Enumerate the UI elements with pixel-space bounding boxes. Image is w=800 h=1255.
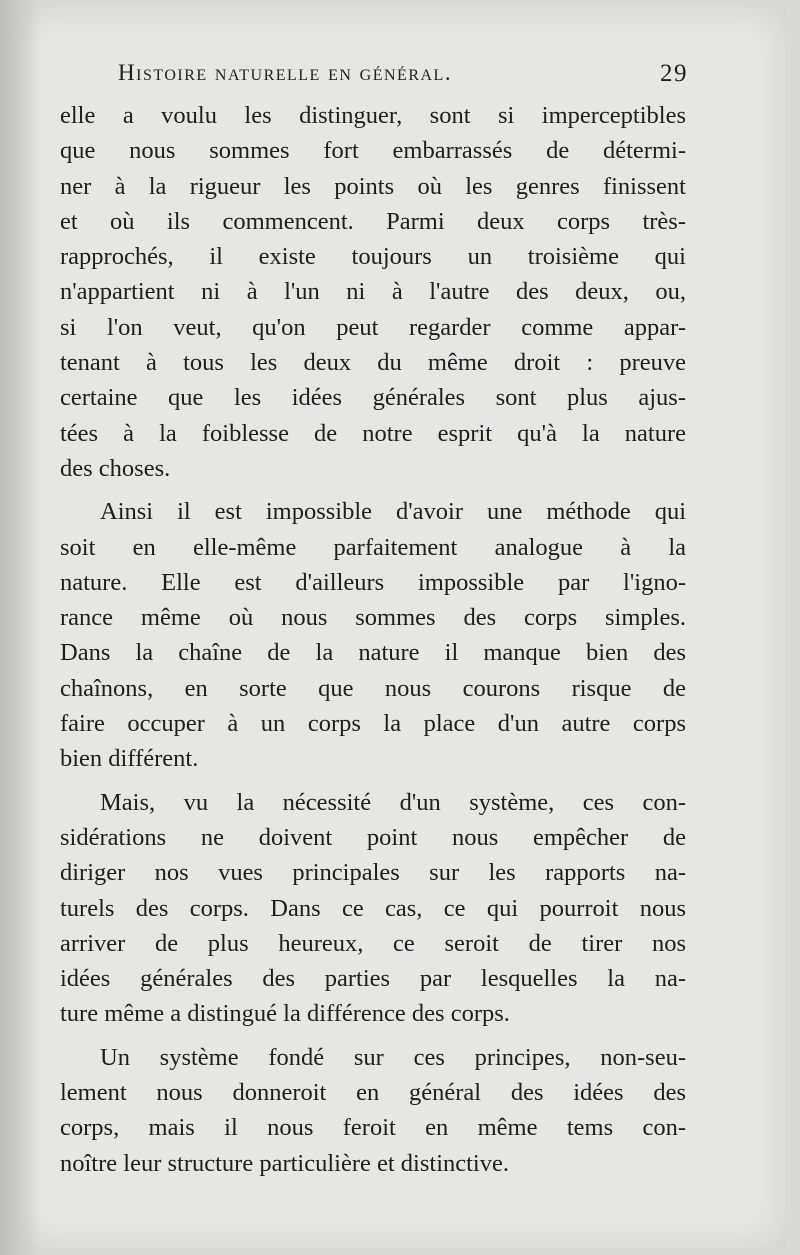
text-line: corps, mais il nous feroit en même tems con- [60,1114,686,1142]
paragraph-gap [60,777,686,785]
paragraph [60,98,686,486]
text-line: que nous sommes fort embarrassés de détermi- [60,137,686,165]
text-line: ner à la rigueur les points où les genres finissent [60,172,686,200]
text-line: rapprochés, il existe toujours un troisième qui [60,243,686,271]
text-line: et où ils commencent. Parmi deux corps très- [60,207,686,235]
text-line: chaînons, en sorte que nous courons risque de [60,674,686,702]
paragraph [60,494,686,776]
text-line: elle a voulu les distinguer, sont si imperceptibles [60,102,686,129]
text-line: arriver de plus heureux, ce seroit de tirer nos [60,929,686,957]
text-line: idées générales des parties par lesquelles la na- [60,965,686,993]
body-text [60,98,686,1181]
text-line: tées à la foiblesse de notre esprit qu'à la nature [60,419,686,447]
text-line: Dans la chaîne de la nature il manque bien des [60,639,686,667]
text-line: faire occuper à un corps la place d'un autre corps [60,710,686,738]
running-header [118,60,688,92]
text-line: si l'on veut, qu'on peut regarder comme appar- [60,313,686,341]
text-line: ture même a distingué la différence des corps. [60,1000,510,1028]
text-line: des choses. [60,454,171,482]
text-line: soit en elle-même parfaitement analogue à la [60,533,686,561]
text-line: Ainsi il est impossible d'avoir une méthode qui [100,498,686,526]
text-line: n'appartient ni à l'un ni à l'autre des deux, ou, [60,278,686,306]
text-line: bien différent. [60,745,199,773]
text-line: sidérations ne doivent point nous empêcher de [60,823,686,851]
text-line: diriger nos vues principales sur les rapports na- [60,859,686,887]
text-line: lement nous donneroit en général des idées des [60,1079,686,1107]
header-title: Histoire naturelle en général. [118,60,453,85]
text-line: turels des corps. Dans ce cas, ce qui pourroit nous [60,894,686,922]
page-gutter-shadow [0,0,40,1255]
text-line: tenant à tous les deux du même droit : preuve [60,349,686,377]
paragraph [60,1040,686,1181]
page-number: 29 [660,60,688,87]
text-line: Un système fondé sur ces principes, non-seu- [100,1043,686,1071]
text-line: noître leur structure particulière et distinctive. [60,1149,509,1177]
text-line: nature. Elle est d'ailleurs impossible par l'igno- [60,568,686,596]
paragraph [60,785,686,1032]
text-line: certaine que les idées générales sont plus ajus- [60,384,686,412]
text-line: rance même où nous sommes des corps simples. [60,604,686,632]
text-line: Mais, vu la nécessité d'un système, ces con- [100,788,686,816]
paragraph-gap [60,1032,686,1040]
paragraph-gap [60,486,686,494]
